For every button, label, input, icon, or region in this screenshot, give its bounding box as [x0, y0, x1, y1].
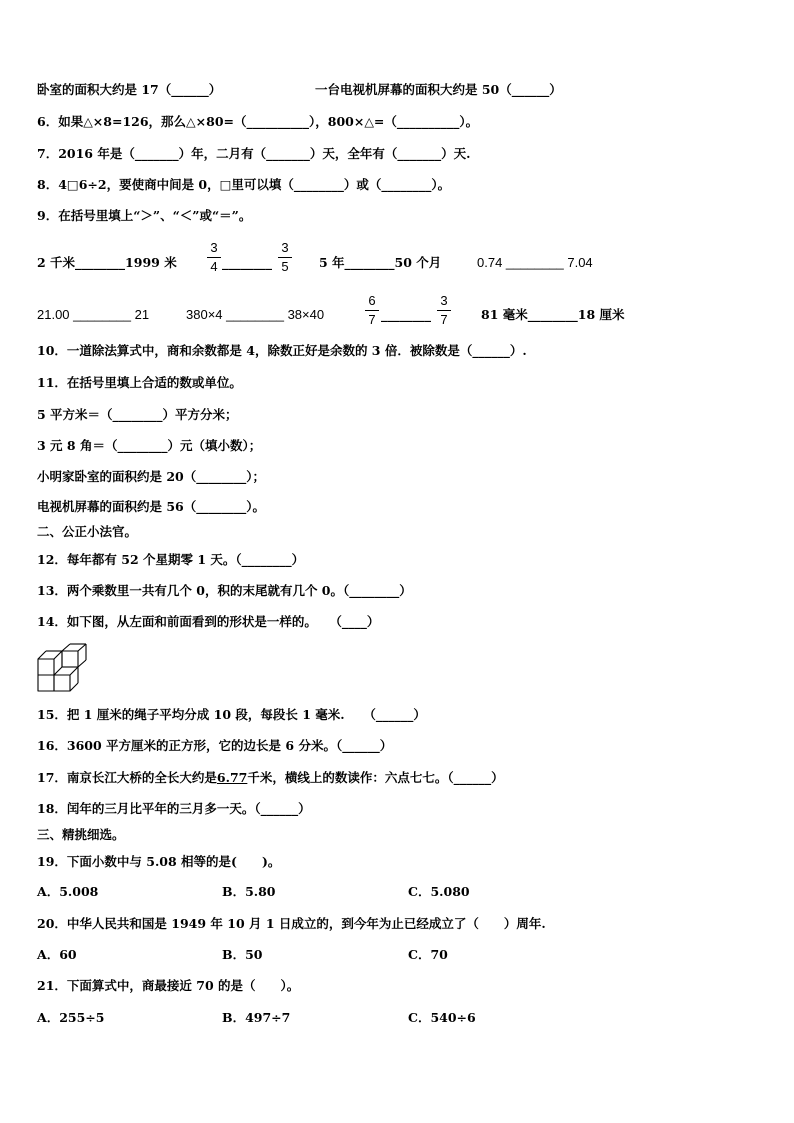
q9-row2-b: 380×4 ________ 38×40 [186, 307, 325, 322]
question-10: 10．一道除法算式中，商和余数都是 4，除数正好是余数的 3 倍．被除数是（______）. [37, 343, 527, 358]
fraction-numerator: 3 [210, 240, 218, 255]
q21-option-b: B．497÷7 [222, 1010, 291, 1025]
q19-option-c: C．5.080 [408, 884, 470, 899]
fraction-denominator: 4 [210, 259, 218, 274]
question-13: 13．两个乘数里一共有几个 0，积的末尾就有几个 0。（________） [37, 583, 412, 598]
question-11: 11．在括号里填上合适的数或单位。 [37, 375, 242, 390]
fraction-bar [437, 310, 451, 311]
fraction-numerator: 3 [281, 240, 289, 255]
q9-row2-c: 81 毫米________18 厘米 [481, 307, 625, 322]
question-16: 16．3600 平方厘米的正方形，它的边长是 6 分米。（______） [37, 738, 393, 753]
q21-option-c: C．540÷6 [408, 1010, 476, 1025]
fraction-bar [207, 257, 221, 258]
question-6: 6．如果△×8=126，那么△×80=（__________），800×△=（__________）。 [37, 114, 479, 129]
q9-row2-fraction-2 [437, 293, 451, 328]
fraction-denominator: 7 [368, 312, 376, 327]
q21-option-a: A．255÷5 [37, 1010, 105, 1025]
q11-item-2: 3 元 8 角＝（________）元（填小数）； [37, 438, 262, 453]
fraction-bar [278, 257, 292, 258]
q11-item-1: 5 平方米＝（________）平方分米； [37, 407, 238, 422]
section-3-title: 三、精挑细选。 [37, 827, 125, 842]
question-21: 21．下面算式中，商最接近 70 的是（ ）。 [37, 978, 300, 993]
q20-option-c: C．70 [408, 947, 448, 962]
fraction-bar [365, 310, 379, 311]
question-8: 8．4□6÷2，要使商中间是 0，□里可以填（________）或（________）。 [37, 177, 451, 192]
question-19: 19．下面小数中与 5.08 相等的是( )。 [37, 854, 281, 869]
fraction-denominator: 5 [281, 259, 289, 274]
question-14: 14．如下图，从左面和前面看到的形状是一样的。 （____） [37, 614, 380, 629]
cube-stack-figure [37, 643, 89, 692]
q9-row1-b: 5 年________50 个月 [319, 255, 442, 270]
q9-row1-a: 2 千米________1999 米 [37, 255, 177, 270]
q20-option-a: A．60 [37, 947, 77, 962]
question-20: 20．中华人民共和国是 1949 年 10 月 1 日成立的，到今年为止已经成立了（ ）周年. [37, 916, 546, 931]
fraction-numerator: 6 [368, 293, 376, 308]
question-9: 9．在括号里填上“＞”、“＜”或“＝”。 [37, 208, 252, 223]
q9-row2-fraction-1 [365, 293, 379, 328]
q11-item-4: 电视机屏幕的面积约是 56（________）。 [37, 499, 265, 514]
q9-row1-c: 0.74 ________ 7.04 [477, 255, 593, 270]
q17-underlined-number: 6.77 [216, 770, 248, 785]
q19-option-b: B．5.80 [222, 884, 276, 899]
section-2-title: 二、公正小法官。 [37, 524, 138, 539]
question-18: 18．闰年的三月比平年的三月多一天。（______） [37, 801, 311, 816]
q9-row1-fraction-2 [278, 240, 292, 275]
question-12: 12．每年都有 52 个星期零 1 天。（________） [37, 552, 305, 567]
q11-item-3: 小明家卧室的面积约是 20（________）； [37, 469, 265, 484]
q9-row2-blank: ________ [381, 307, 431, 322]
q9-row1-blank: ________ [222, 255, 272, 270]
question-17 [37, 769, 504, 787]
q9-row2-a: 21.00 ________ 21 [37, 307, 150, 322]
q17-post: 千米，横线上的数读作：六点七七。（______） [247, 770, 504, 785]
question-15: 15．把 1 厘米的绳子平均分成 10 段，每段长 1 毫米. （______） [37, 707, 426, 722]
q9-row1-fraction-1 [207, 240, 221, 275]
q20-option-b: B．50 [222, 947, 263, 962]
q19-option-a: A．5.008 [37, 884, 99, 899]
fraction-numerator: 3 [440, 293, 448, 308]
q5-cont-left: 卧室的面积大约是 17（______） [37, 82, 222, 97]
question-7: 7．2016 年是（_______）年，二月有（_______）天，全年有（_______）天. [37, 146, 471, 161]
q5-cont-right: 一台电视机屏幕的面积大约是 50（______） [315, 82, 562, 97]
fraction-denominator: 7 [440, 312, 448, 327]
q17-pre: 17．南京长江大桥的全长大约是 [37, 770, 217, 785]
